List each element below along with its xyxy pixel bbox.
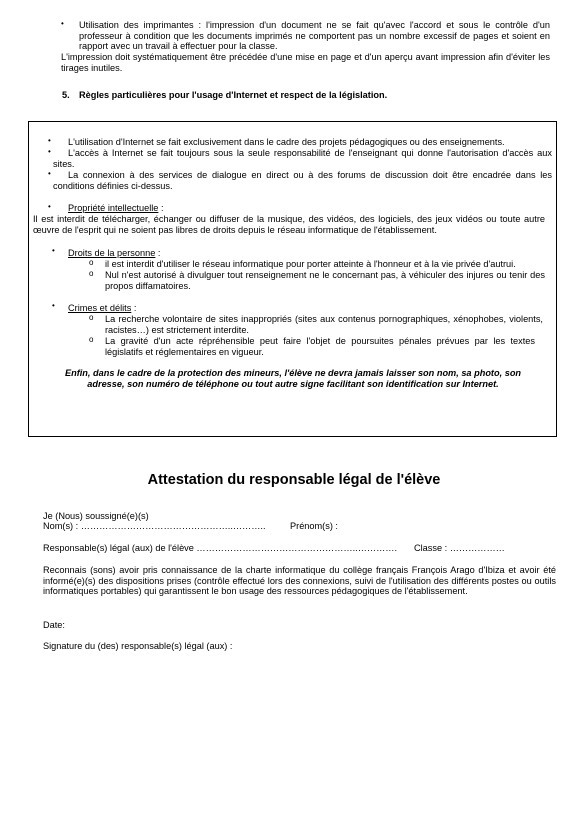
soussigne-line: Je (Nous) soussigné(e)(s): [43, 511, 149, 521]
droits-item-1: il est interdit d'utiliser le réseau informatique pour porter atteinte à l'honneur et à la vie privée d'autrui.: [105, 259, 516, 269]
circle-marker: o: [89, 269, 94, 278]
droits-colon: :: [155, 248, 161, 258]
rule-chat-forums-text: La connexion à des services de dialogue en direct ou à des forums de discussion doit être encadrée dans les conditions définies ci-dessus.: [53, 170, 552, 191]
droits-heading: Droits de la personne: [68, 248, 156, 258]
propriete-heading: Propriété intellectuelle: [68, 203, 159, 213]
attestation-title: Attestation du responsable légal de l'élève: [147, 472, 441, 488]
classe-field: Classe : ………………: [414, 543, 505, 553]
droits-heading-line: [68, 248, 160, 259]
circle-marker: o: [89, 258, 94, 267]
circle-marker: o: [89, 335, 94, 344]
crimes-item-2: La gravité d'un acte répréhensible peut faire l'objet de poursuites pénales prévues par les textes législatifs et réglementaires en vigueur.: [105, 336, 535, 357]
rule-internet-access-text: L'accès à Internet se fait toujours sous la seule responsabilité de l'enseignant qui donne l'autorisation d'accès aux sites.: [53, 148, 552, 169]
section-heading: Règles particulières pour l'usage d'Internet et respect de la législation.: [79, 90, 388, 100]
crimes-colon: :: [131, 303, 137, 313]
prenoms-field: Prénom(s) :: [290, 521, 338, 531]
signature-field: Signature du (des) responsable(s) légal (aux) :: [43, 641, 233, 651]
crimes-item-1: La recherche volontaire de sites inappropriés (sites aux contenus pornographiques, xénophobes, violents, racistes…) est strictement interdite.: [105, 314, 543, 335]
rule-internet-access: [53, 148, 552, 169]
rule-chat-forums: [53, 170, 552, 191]
bullet-marker: •: [52, 246, 55, 255]
bullet-marker: •: [52, 301, 55, 310]
circle-marker: o: [89, 313, 94, 322]
closing-statement: Enfin, dans le cadre de la protection des mineurs, l'élève ne devra jamais laisser son nom, sa photo, son adresse, son numéro de téléphone ou tout autre signe facilitant son identification sur Internet.: [64, 368, 522, 389]
reconnais-paragraph: Reconnais (sons) avoir pris connaissance de la charte informatique du collège français François Arago d'Ibiza et avoir été informé(e)(s) des dispositions prises (contrôle effectué lors des connexions, suivi de l'utilisation des différents postes ou outils informatiques portables) qui garantissent le bon usage des ressources pédagogiques de l'établissement.: [43, 565, 556, 597]
responsable-field: Responsable(s) légal (aux) de l'élève ……………………………………………..………….: [43, 543, 398, 553]
bullet-marker: •: [48, 169, 51, 178]
crimes-heading-line: [68, 303, 136, 314]
bullet-marker: •: [48, 202, 51, 211]
bullet-marker: •: [61, 19, 64, 28]
paragraph-impression-note: L'impression doit systématiquement être précédée d'une mise en page et d'un aperçu avant impression afin d'éviter les tirages inutiles.: [61, 52, 550, 73]
rule-internet-usage: L'utilisation d'Internet se fait exclusivement dans le cadre des projets pédagogiques ou des enseignements.: [68, 137, 505, 147]
propriete-heading-line: [68, 203, 164, 214]
bullet-marker: •: [48, 136, 51, 145]
droits-item-2: Nul n'est autorisé à divulguer tout renseignement ne le concernant pas, à véhiculer des injures ou tenir des propos diffamatoires.: [105, 270, 545, 291]
bullet-marker: •: [48, 147, 51, 156]
propriete-colon: :: [158, 203, 164, 213]
crimes-heading: Crimes et délits: [68, 303, 132, 313]
date-field: Date:: [43, 620, 65, 630]
section-number: 5.: [62, 90, 70, 100]
propriete-text: Il est interdit de télécharger, échanger ou diffuser de la musique, des vidéos, des logiciels, des jeux vidéos ou toute autre œuvre de l'esprit qui ne soient pas libres de droits depuis le réseau informatique de l'établissement.: [33, 214, 545, 235]
noms-field: Nom(s) : …………………………………………..………..: [43, 521, 266, 531]
paragraph-imprimantes: Utilisation des imprimantes : l'impression d'un document ne se fait qu'avec l'accord et sous le contrôle d'un professeur à condition que les documents imprimés ne comportent pas un nombre excessif de pages et soient en rapport avec un travail à effectuer pour la classe.: [79, 20, 550, 52]
